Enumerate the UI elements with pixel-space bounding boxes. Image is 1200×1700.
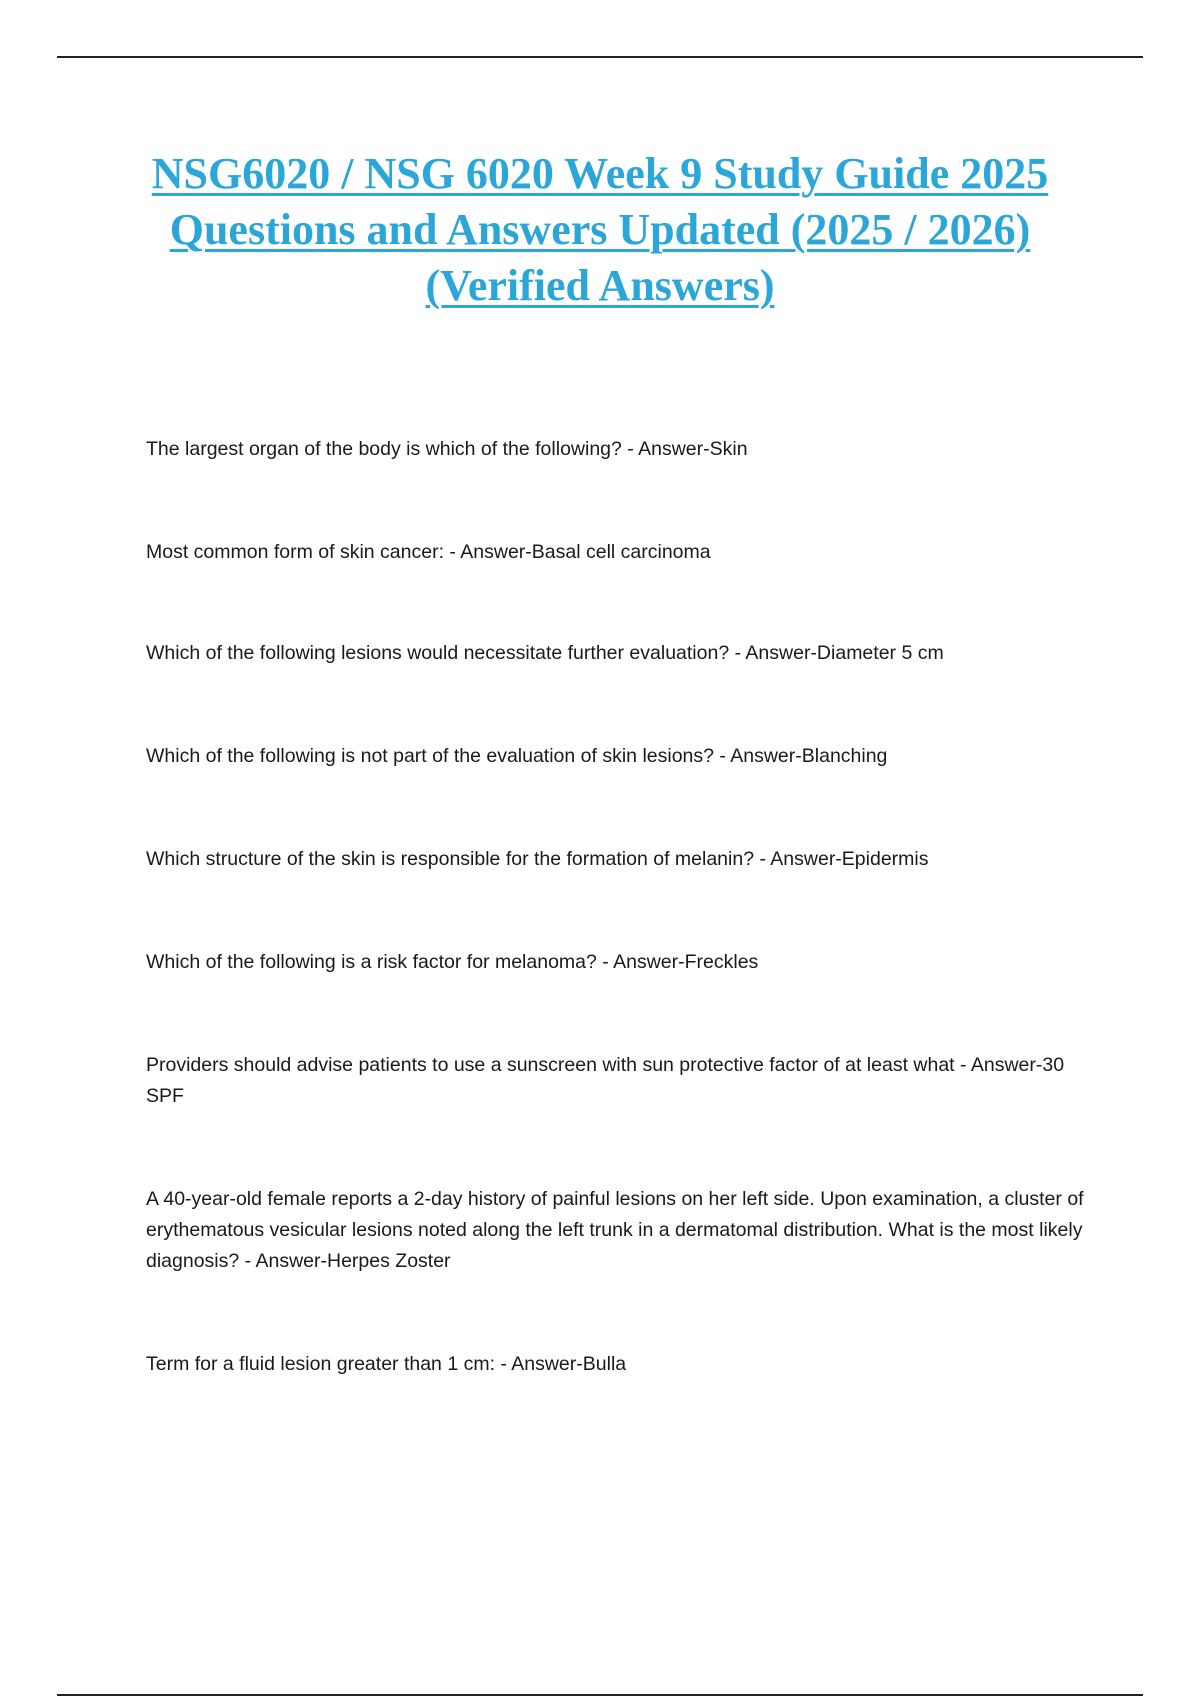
qa-item: A 40-year-old female reports a 2-day history of painful lesions on her left side. Upon examination, a cluster of erythematous vesicular lesions noted along the left trunk in a dermatomal distribution. What is the most likely diagnosis? - Answer-Herpes Zoster [146,1188,1084,1272]
qa-item: Which of the following is a risk factor for melanoma? - Answer-Freckles [146,951,759,973]
qa-item: Providers should advise patients to use a sunscreen with sun protective factor of at least what - Answer-30 SPF [146,1054,1065,1107]
qa-item: The largest organ of the body is which of the following? - Answer-Skin [146,438,748,460]
qa-item: Which of the following is not part of the evaluation of skin lesions? - Answer-Blanching [146,745,888,767]
qa-item: Which of the following lesions would necessitate further evaluation? - Answer-Diameter 5 cm [146,642,944,664]
document-title: NSG6020 / NSG 6020 Week 9 Study Guide 2025 Questions and Answers Updated (2025 / 2026) (Verified Answers) [151,149,1049,310]
bottom-divider [57,1694,1143,1696]
qa-item: Which structure of the skin is responsible for the formation of melanin? - Answer-Epidermis [146,848,929,870]
top-divider [57,56,1143,58]
qa-item: Most common form of skin cancer: - Answer-Basal cell carcinoma [146,541,711,563]
qa-item: Term for a fluid lesion greater than 1 cm: - Answer-Bulla [146,1353,627,1375]
